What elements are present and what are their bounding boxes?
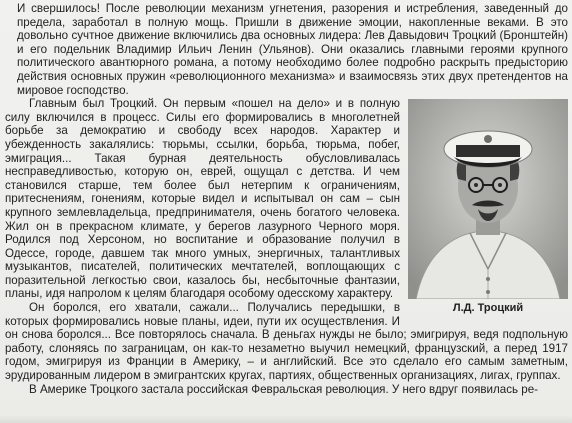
- paragraph-struggle: Он боролся, его хватали, сажали... Получались передышки, в которых формировались новые планы, идеи, пути их осуществления. И он снова боролся... Все повторялось сначала. В деньгах нужды не было; эмигрируя, ведя подпольную работу, слоняясь по заграницам, он как-то незаметно выучил немецкий, французский, а перед 1917 годом, эмигрируя из Франции в Америку, – и английский. Все это сделало его самым заметным, эрудированным лидером в эмигрантских кругах, партиях, общественных организациях, лигах, группах.: [5, 301, 568, 383]
- portrait-illustration: [408, 99, 568, 299]
- portrait-photo: [408, 99, 568, 299]
- paragraph-intro: И свершилось! После революции механизм угнетения, разорения и истребления, заведенный до предела, заработал в полную мощь. Пришли в движение эмоции, накопленные веками. В это довольно сучтное движение включились два основных лидера: Лев Давыдович Троцкий (Бронштейн) и его подельник Владимир Ильич Ленин (Ульянов). Они оказались главными героями крупного политического авантюрного романа, а потому необходимо более подробно раскрыть предысторию действия основных пружин «революционного механизма» и взаимосвязь этих двух претендентов на мировое господство.: [17, 2, 568, 97]
- paragraph-trotsky-main: Главным был Троцкий. Он первым «пошел на дело» и в полную силу включился в процесс. Силы его формировались в многолетней борьбе за демократию и свободу всех народов. Характер и убежденность закалялись: тюрьмы, ссылки, борьба, тюрьма, побег, эмиграция... Такая бурная деятельность обусловливалась несправедливостью, которую он, еврей, ощущал с детства. И чем становился старше, тем более был нетерпим к ограничениям, притеснениям, гонениям, которые видел и испытывал он сам – сын крупного землевладельца, предпринимателя, очень богатого человека. Жил он в прекрасном климате, у берегов лазурного Черного моря. Родился под Херсоном, но воспитание и образование получил в Одессе, городе, давшем так много умных, энергичных, талантливых музыкантов, писателей, политических мечтателей, воплощающих с поразительной легкостью свои, казалось бы, несбыточные фантазии, планы, идя напролом к целям благодаря особому одесскому характеру.: [5, 97, 400, 301]
- portrait-caption: Л.Д. Троцкий: [452, 302, 524, 315]
- page-edge-shadow: [0, 415, 572, 423]
- paragraph-america: В Америке Троцкого застала российская Февральская революция. У него вдруг появилась ре-: [29, 382, 539, 396]
- portrait-figure: [408, 99, 568, 315]
